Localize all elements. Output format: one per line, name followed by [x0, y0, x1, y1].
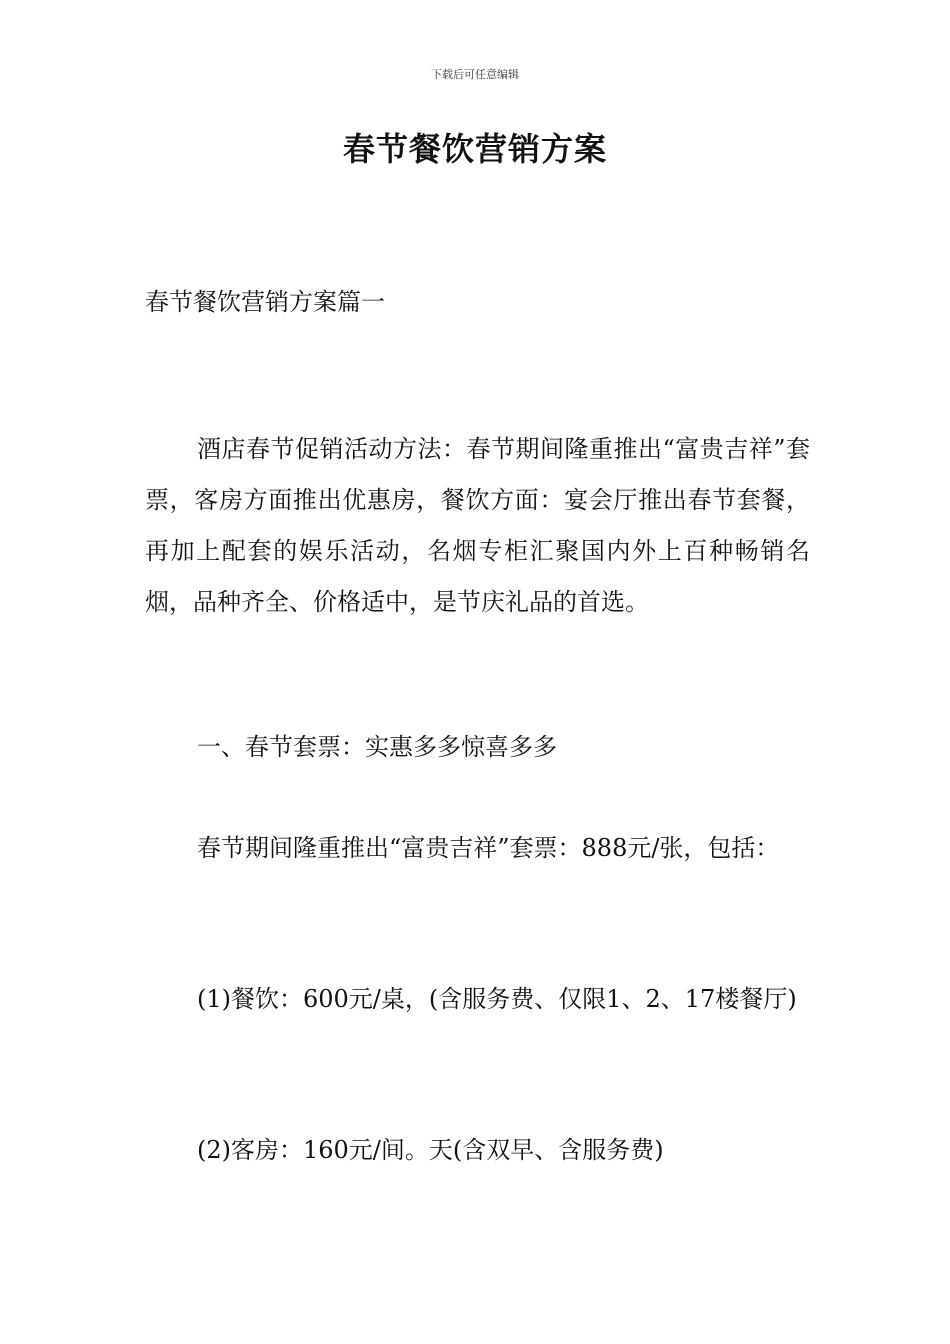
paragraph-intro: 酒店春节促销活动方法：春节期间隆重推出“富贵吉祥”套票，客房方面推出优惠房，餐饮方面：宴会厅推出春节套餐，再加上配套的娱乐活动，名烟专柜汇聚国内外上百种畅销名烟，品种齐全、价格适中，是节庆礼品的首选。: [145, 435, 810, 616]
paragraph-item-room: (2)客房：160元/间。天(含双早、含服务费): [197, 1136, 664, 1164]
document-title: 春节餐饮营销方案: [342, 130, 607, 168]
section-title: 春节餐饮营销方案篇一: [145, 288, 385, 316]
paragraph-package-price: 春节期间隆重推出“富贵吉祥”套票：888元/张，包括：: [197, 834, 780, 862]
paragraph-heading-package: 一、春节套票：实惠多多惊喜多多: [197, 733, 557, 761]
paragraph-item-dining: (1)餐饮：600元/桌，(含服务费、仅限1、2、17楼餐厅): [197, 985, 797, 1013]
header-note: 下载后可任意编辑: [431, 68, 519, 81]
